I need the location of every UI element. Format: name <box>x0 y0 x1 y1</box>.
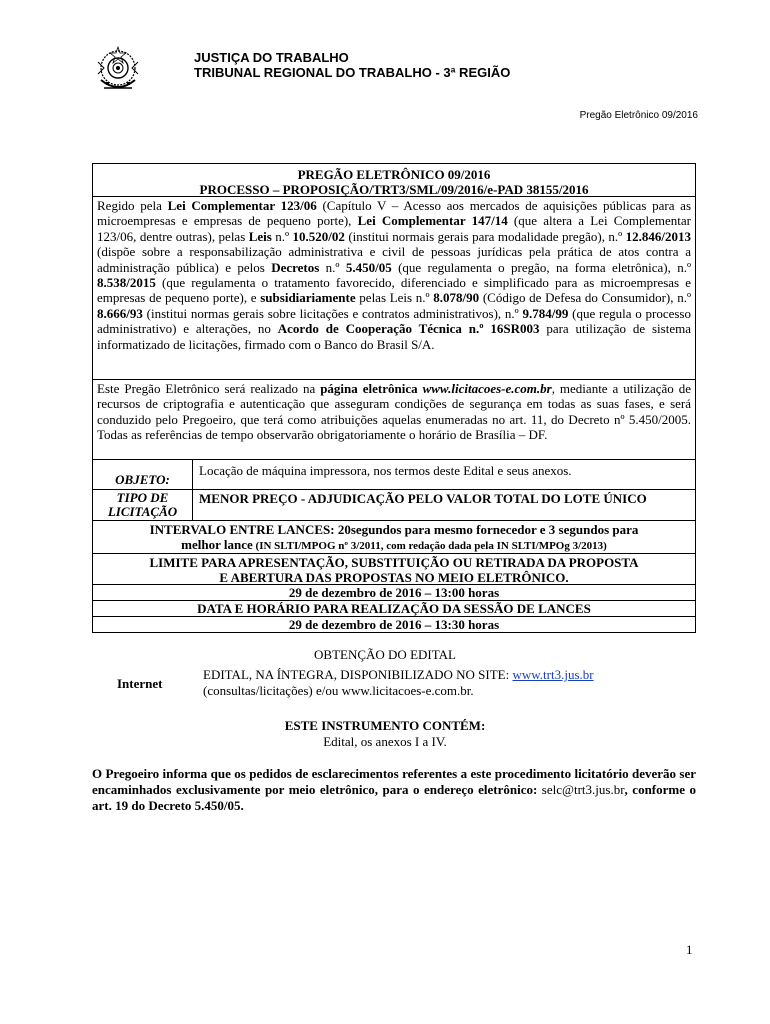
platform-paragraph: Este Pregão Eletrônico será realizado na página eletrônica www.licitacoes-e.com.br, mediante a utilização de recursos de criptografia e autenticação que asseguram condições de segurança em todas as suas fases, e será conduzido pelo Pregoeiro, que terá como atribuições aquelas enumeradas no art. 11, do Decreto nº 5.450/2005. Todas as referências de tempo observarão obrigatoriamente o horário de Brasília – DF. <box>93 379 695 459</box>
internet-line-2: (consultas/licitações) e/ou www.licitacoes-e.com.br. <box>203 683 474 698</box>
objeto-row <box>93 459 695 489</box>
summary-box <box>92 163 696 633</box>
limite-date: 29 de dezembro de 2016 – 13:00 horas <box>93 584 695 600</box>
obtencao-title: OBTENÇÃO DO EDITAL <box>314 647 456 662</box>
objeto-text: Locação de máquina impressora, nos termos deste Edital e seus anexos. <box>199 463 572 478</box>
tipo-row <box>93 489 695 520</box>
coat-of-arms-icon <box>92 44 144 96</box>
objeto-label: OBJETO: <box>93 460 193 489</box>
intervalo-line-2: melhor lance (IN SLTI/MPOG nº 3/2011, com redação dada pela IN SLTI/MPOg 3/2013) <box>181 537 607 552</box>
header-line-2: TRIBUNAL REGIONAL DO TRABALHO - 3ª REGIÃO <box>194 65 511 80</box>
contents-title: ESTE INSTRUMENTO CONTÉM: <box>284 718 486 733</box>
limite-line-2: E ABERTURA DAS PROPOSTAS NO MEIO ELETRÔNICO. <box>219 570 569 585</box>
sessao-date: 29 de dezembro de 2016 – 13:30 horas <box>93 616 695 632</box>
title-line-2: PROCESSO – PROPOSIÇÃO/TRT3/SML/09/2016/e-PAD 38155/2016 <box>199 182 589 197</box>
header-line-1: JUSTIÇA DO TRABALHO <box>194 50 349 65</box>
tipo-label: TIPO DE LICITAÇÃO <box>93 490 193 520</box>
box-title <box>93 167 695 197</box>
clarification-note: O Pregoeiro informa que os pedidos de esclarecimentos referentes a este procedimento licitatório deverão ser encaminhados exclusivamente por meio eletrônico, para o endereço eletrônico: selc@trt3.jus.br, conforme o art. 19 do Decreto 5.450/05. <box>92 766 696 813</box>
contact-email[interactable]: selc@trt3.jus.br <box>541 782 625 797</box>
page-number: 1 <box>686 942 693 957</box>
intervalo-row <box>93 520 695 553</box>
internet-label: Internet <box>117 676 163 691</box>
document-reference: Pregão Eletrônico 09/2016 <box>579 110 698 121</box>
site-link[interactable]: www.trt3.jus.br <box>512 667 594 682</box>
limite-row <box>93 553 695 586</box>
tipo-text: MENOR PREÇO - ADJUDICAÇÃO PELO VALOR TOTAL DO LOTE ÚNICO <box>199 491 647 506</box>
intervalo-line-1: INTERVALO ENTRE LANCES: 20segundos para mesmo fornecedor e 3 segundos para <box>149 522 639 537</box>
title-line-1: PREGÃO ELETRÔNICO 09/2016 <box>297 167 491 182</box>
contents-text: Edital, os anexos I a IV. <box>323 734 447 749</box>
limite-line-1: LIMITE PARA APRESENTAÇÃO, SUBSTITUIÇÃO OU RETIRADA DA PROPOSTA <box>149 555 639 570</box>
internet-text: EDITAL, NA ÍNTEGRA, DISPONIBILIZADO NO SITE: www.trt3.jus.br (consultas/licitações) e/ou www.licitacoes-e.com.br. <box>203 667 594 698</box>
sessao-title: DATA E HORÁRIO PARA REALIZAÇÃO DA SESSÃO DE LANCES <box>93 600 695 616</box>
legal-basis-paragraph: Regido pela Lei Complementar 123/06 (Capítulo V – Acesso aos mercados de aquisições públicas para as microempresas e empresas de pequeno porte), Lei Complementar 147/14 (que altera a Lei Complementar 123/06, dentre outras), pelas Leis n.º 10.520/02 (institui normais gerais para modalidade pregão), n.º 12.846/2013 (dispõe sobre a responsabilização administrativa e civil de pessoas jurídicas pela prática de atos contra a administração pública) e pelos Decretos n.º 5.450/05 (que regulamenta o pregão, na forma eletrônica), n.º 8.538/2015 (que regulamenta o tratamento favorecido, diferenciado e simplificado para as microempresas e empresas de pequeno porte), e subsidiariamente pelas Leis n.º 8.078/90 (Código de Defesa do Consumidor), n.º 8.666/93 (institui normas gerais sobre licitações e contratos administrativos), n.º 9.784/99 (que regula o processo administrativo) e alterações, no Acordo de Cooperação Técnica n.º 16SR003 para utilização de sistema informatizado de licitações, firmado com o Banco do Brasil S/A. <box>93 196 695 399</box>
organization-header <box>194 50 510 80</box>
